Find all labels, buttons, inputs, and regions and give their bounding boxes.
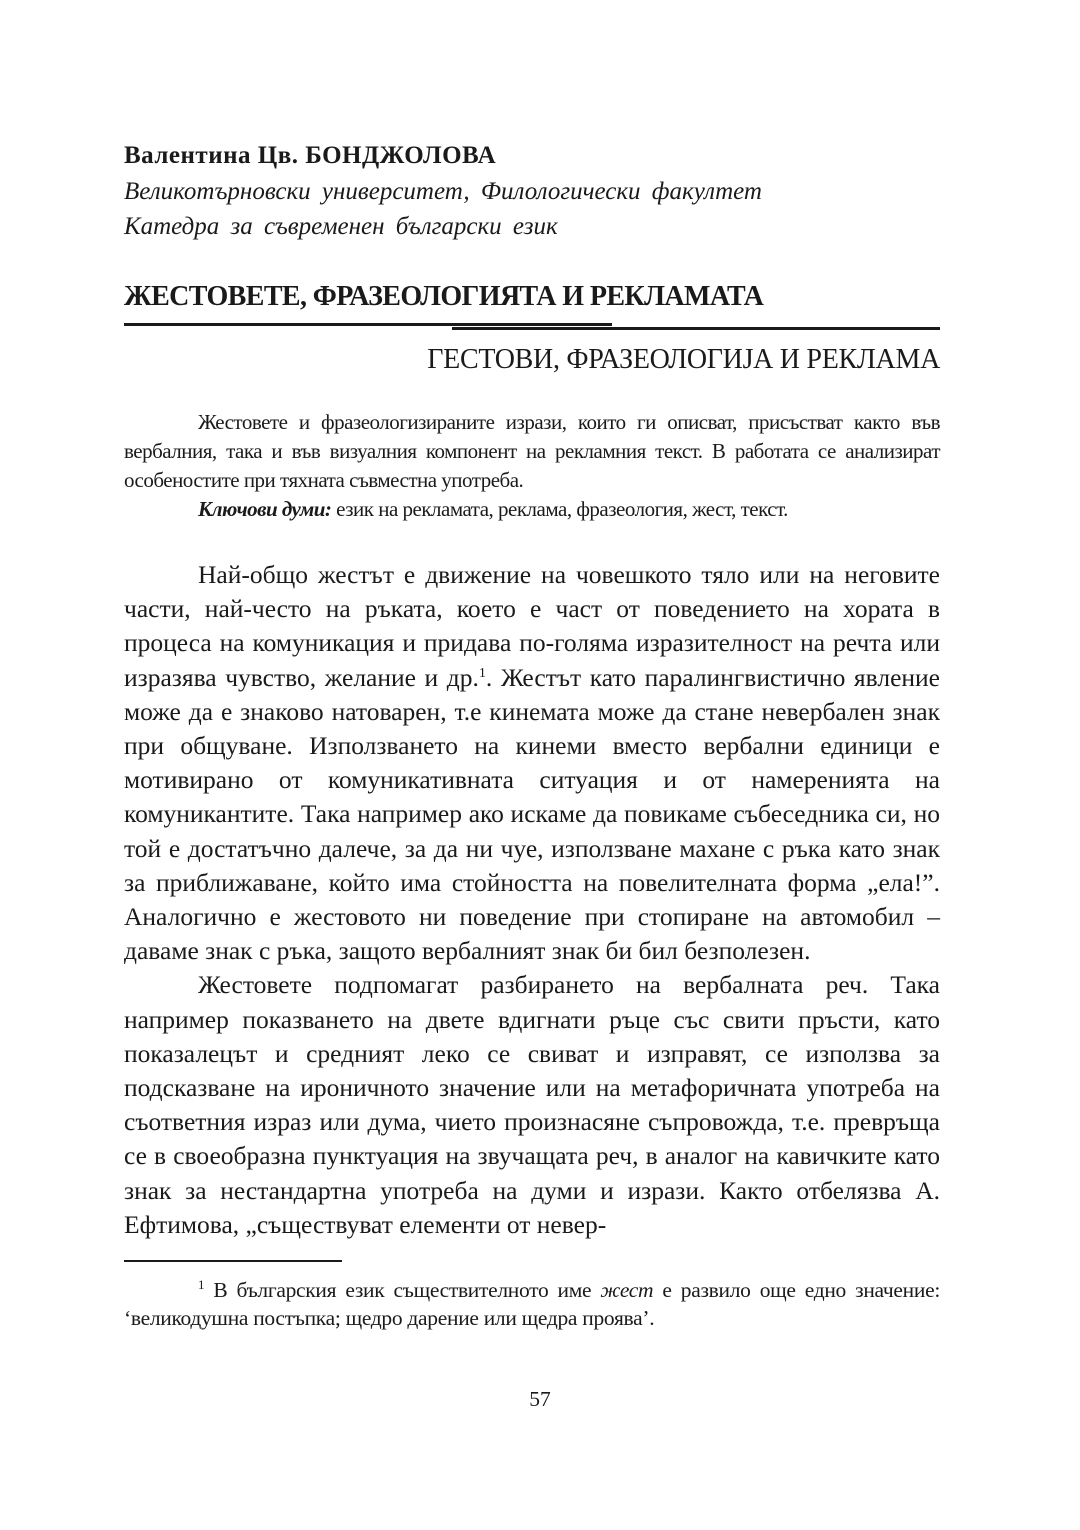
article-title: ЖЕСТОВЕТЕ, ФРАЗЕОЛОГИЯТА И РЕКЛАМАТА bbox=[124, 281, 764, 312]
footnote-text bbox=[124, 1276, 940, 1332]
body-paragraph-1 bbox=[124, 558, 940, 968]
abstract-text: Жестовете и фразеологизираните изрази, които ги описват, присъстват както във вербалния, така и във визуалния компонент на рекламния текст. В работата се анализират особеностите при тяхната съвместна употреба. bbox=[124, 410, 940, 492]
author-affiliation-department: Катедра за съвременен български език bbox=[124, 213, 558, 240]
abstract bbox=[124, 408, 940, 524]
footnote-reference[interactable]: 1 bbox=[478, 665, 486, 681]
keywords-list: език на рекламата, реклама, фразеология, жест, текст. bbox=[331, 497, 788, 521]
keywords-label: Ключови думи: bbox=[198, 497, 332, 521]
author-name: Валентина Цв. БОНДЖОЛОВА bbox=[124, 142, 497, 169]
author-affiliation-university: Великотърновски университет, Филологически факултет bbox=[124, 178, 762, 205]
keywords bbox=[124, 495, 940, 524]
body-paragraph-2: Жестовете подпомагат разбирането на вербалната реч. Така например показването на двете вдигнати ръце със свити пръсти, като показалецът и средният леко се свиват и изправят, се използва за подсказване на ироничното значение или на метафоричната употреба на съответния израз или дума, чието произнасяне съпровожда, т.е. превръща се в своеобразна пунктуация на звучащата реч, в аналог на кавичките като знак за нестандартна употреба на думи и изрази. Както отбелязва А. Ефтимова, „съществуват елементи от невер- bbox=[124, 970, 940, 1239]
body-paragraph-1-part-a: Най-общо жестът е движение на човешкото тяло или на неговите части, най-често на ръката, което е част от поведението на хората в процеса на комуникация и придава по-голяма изразителност на речта или изразява чувство, желание и др. bbox=[124, 560, 940, 692]
footnote-number: 1 bbox=[198, 1276, 205, 1292]
footnote-text-part-a: В българския език съществителното име bbox=[204, 1277, 601, 1302]
footnote-text-part-b: е развило още едно значение: ‘великодушна постъпка; щедро дарение или щедра проява’. bbox=[124, 1277, 940, 1330]
footnote-italic-term: жест bbox=[600, 1277, 654, 1302]
page-number: 57 bbox=[529, 1387, 551, 1411]
title-rule-lower bbox=[452, 327, 940, 330]
footnote bbox=[124, 1276, 940, 1332]
footnote-separator bbox=[124, 1260, 342, 1262]
body-text bbox=[124, 558, 940, 1242]
article-subtitle: ГЕСТОВИ, ФРАЗЕОЛОГИЈА И РЕКЛАМА bbox=[427, 344, 940, 375]
page-content bbox=[124, 138, 940, 1332]
title-rule-upper bbox=[124, 323, 612, 326]
title-rule bbox=[124, 323, 940, 337]
body-paragraph-1-part-b: . Жестът като паралингвистично явление може да е знаково натоварен, т.е кинемата може да стане невербален знак при общуване. Използването на кинеми вместо вербални единици е мотивирано от комуникативната ситуация и от намеренията на комуникантите. Така например ако искаме да повикаме събеседника си, но той е достатъчно далече, за да ни чуе, използване махане с ръка като знак за приближаване, който има стойността на повелителната форма „ела!”. Аналогично е жестовото ни поведение при стопиране на автомобил – даваме знак с ръка, защото вербалният знак би бил безполезен. bbox=[124, 662, 941, 966]
